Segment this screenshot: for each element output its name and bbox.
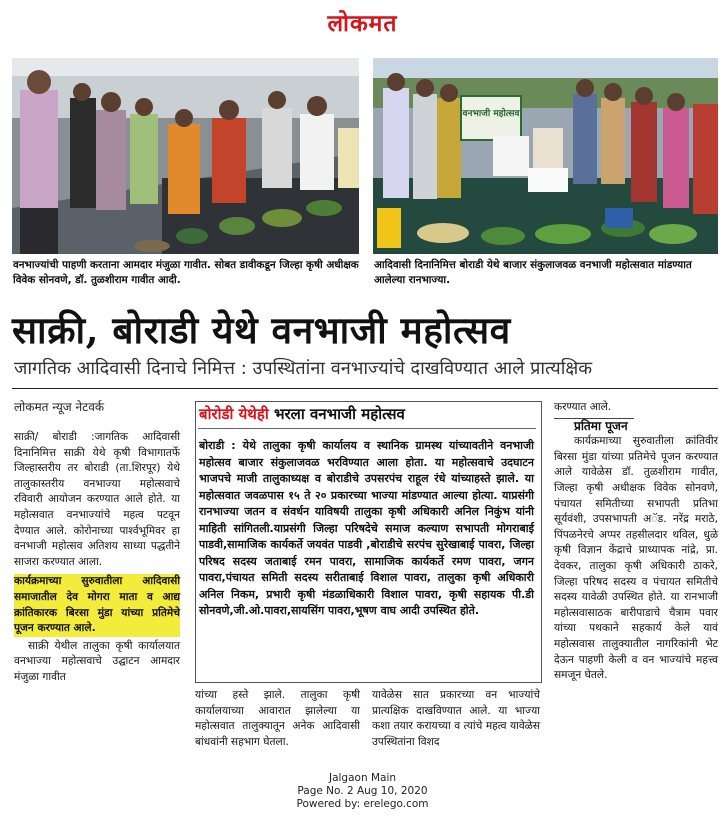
column-4-lead: करण्यात आले.	[554, 401, 612, 413]
article-column-1	[14, 430, 180, 686]
column-1-para-1: साक्री/ बोराडी :जागतिक आदिवासी दिनानिमित्त साक्री येथे कृषी विभागातर्फे जिल्हास्तरीय तर बोराडी (ता.शिरपूर) येथे तालुकास्तरीय वनभाज्या महोत्सवाचे रविवारी आयोजन करण्यात आले होते. या महोत्सवात वनभाज्यांचे महत्व पटवून देण्यात आले. कोरोनाच्या पार्श्वभूमिवर हा वनभाजी महोत्सव अतिशय साध्या पद्धतीने साजरा करण्यात आला.	[14, 431, 180, 568]
photo-vegetable-festival	[373, 58, 718, 254]
column-4-body: कार्यक्रमाच्या सुरुवातीला क्रांतिवीर बिरसा मुंडा यांच्या प्रतिमेचे पूजन करण्यात आले यावेळेस डॉ. तुळशीराम गावीत, जिल्हा कृषी अधीक्षक विवेक सोनवणे, पंचायत समितीच्या सभापती प्रतिभा सूर्यवंशी, उपसभापती अॅड. नरेंद्र मराठे, पिंपळनेरचे अप्पर तहसीलदार थविल, धुळे कृषी विज्ञान केंद्राचे प्राध्यापक नांद्रे, प्रा. देवकर, तालुका कृषी अधिकारी ठाकरे, जिल्हा परिषद सदस्य व पंचायत समितीचे सदस्य यावेळी उपस्थित होते. या रानभाजी महोत्सवासाठक बारीपाडाचे चैत्राम पवार यांच्या पथकाने सहकार्य केले यावं महोत्सवास तालुक्यातील नागरिकांनी भेट देऊन पाहणी केली व वन भाज्यांचे महत्त्व समजून घेतले.	[554, 435, 718, 682]
sub-headline: जागतिक आदिवासी दिनाचे निमित्त : उपस्थितांना वनभाज्यांचे दाखविण्यात आले प्रात्यक्षिक	[14, 358, 593, 379]
highlighted-paragraph: कार्यक्रमाच्या सुरुवातीला आदिवासी समाजातील देव मोगरा माता व आद्य क्रांतिकारक बिरसा मुंडा यांच्या प्रतिमेचे पूजन करण्यात आले.	[14, 574, 180, 636]
column-4-subheading: प्रतिमा पूजन	[574, 418, 628, 433]
page-footer	[0, 772, 725, 811]
column-1-para-2: साक्री येथील तालुका कृषी कार्यालयात वनभाज्या महोत्सवाचे उद्घाटन आमदार मंजुळा गावीत	[14, 639, 180, 683]
page-headline: साक्री, बोराडी येथे वनभाजी महोत्सव	[12, 308, 511, 352]
box-title-black: भरला वनभाजी महोत्सव	[273, 405, 405, 423]
photo-banner-text: वनभाजी महोत्सव	[462, 109, 520, 119]
box-title-rule	[198, 428, 536, 429]
box-story-title	[199, 404, 405, 424]
article-column-3-bottom: यावेळेस सात प्रकारच्या वन भाज्यांचे प्रात्यक्षिक दाखविण्यात आले. या भाज्या कशा तयार करायच्या व त्यांचे महत्व यावेळेस उपस्थितांना विशद	[372, 689, 540, 748]
right-photo-caption: आदिवासी दिनानिमित्त बोराडी येथे बाजार संकुलाजवळ वनभाजी महोत्सवात मांडण्यात आलेल्या रानभाज्या.	[374, 259, 692, 286]
article-column-2-bottom: यांच्या हस्ते झाले. तालुका कृषी कार्यालयाच्या आवारात झालेल्या या महोत्सवात तालुक्यातून अनेक आदिवासी बांधवांनी सहभाग घेतला.	[195, 689, 360, 748]
article-column-4	[554, 400, 718, 684]
footer-page-date: Page No. 2 Aug 10, 2020	[297, 785, 428, 797]
box-title-red: बोरोडी येथेही	[199, 405, 269, 423]
footer-edition: Jalgaon Main	[328, 772, 397, 784]
headline-divider	[12, 388, 718, 389]
byline: लोकमत न्यूज नेटवर्क	[14, 400, 105, 414]
footer-powered-by: Powered by: erelego.com	[296, 798, 429, 810]
left-photo-caption: वनभाज्यांची पाहणी करताना आमदार मंजुळा गावीत. सोबत डावीकडून जिल्हा कृषी अधीक्षक विवेक सोनवणे, डॉ. तुळशीराम गावीत आदी.	[13, 259, 359, 286]
photo-vegetable-inspection	[12, 58, 359, 254]
box-story-body: बोराडी : येथे तालुका कृषी कार्यालय व स्थानिक ग्रामस्थ यांच्यावतीने वनभाजी महोत्सव बाजार संकुलाजवळ भरविण्यात आला होता. या महोत्सवाचे उदघाटन भाजपचे माजी तालुकाध्यक्ष व बोराडीचे उपसरपंच राहूल रंधे यांच्याहस्ते झाले. या महोत्सवात जवळपास १५ ते २० प्रकारच्या भाज्या मांडण्यात आल्या होत्या. याप्रसंगी रानभाज्या जतन व संवर्धन याविषयी तालुका कृषी अधिकारी अनिल निकुंभ यांनी माहिती सांगितली.याप्रसंगी जिल्हा परिषदेचे समाज कल्याण सभापती मोगराबाई पाडवी,सामाजिक कार्यकर्ते जयवंत पाडवी ,बोराडीचे सरपंच सुरेखाबाई पावरा, जिल्हा परिषद सदस्य जताबाई रमन पावरा, सामाजिक कार्यकर्ते रमण पावरा, जगन पावरा,पंचायत समिती सदस्य सरीताबाई विशाल पावरा, तालुका कृषी अधिकारी अनिल निकम, प्रभारी कृषी मंडळाधिकारी विशाल पावरा, कृषी सहायक पी.डी सोनवणे,जी.ओ.पावरा,सायसिंग पावरा,भूषण वाघ आदी उपस्थित होते.	[199, 439, 534, 617]
newspaper-masthead-logo: लोकमत	[327, 10, 398, 37]
